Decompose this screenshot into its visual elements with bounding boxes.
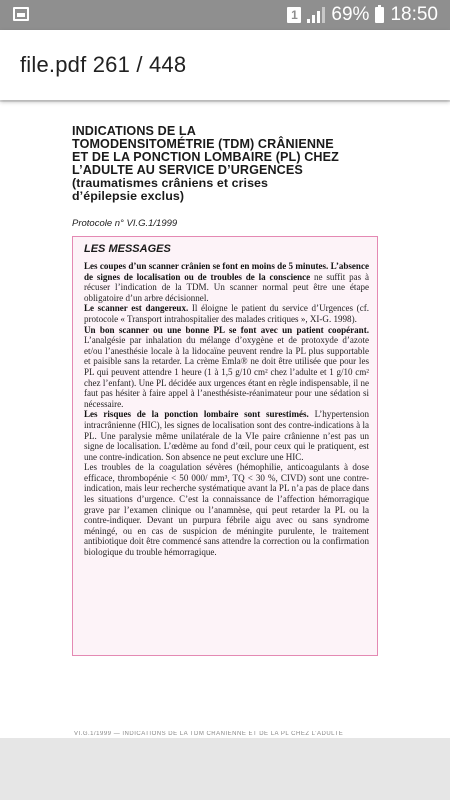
page-footer: VI.G.1/1999 — INDICATIONS DE LA TDM CRÂNIENNE ET DE LA PL CHEZ L’ADULTE: [74, 731, 344, 735]
protocol-number: Protocole n° VI.G.1/1999: [72, 218, 178, 229]
document-title: file.pdf 261 / 448: [20, 52, 187, 77]
signal-icon: [307, 7, 325, 23]
paragraph-text: ne suffit pas à récuser l’indication de la TDM. Un scanner normal peut être une étape obligatoire d’un arbre décisionnel.: [84, 271, 369, 303]
messages-body: [84, 261, 369, 558]
heading-line: L’ADULTE AU SERVICE D’URGENCES: [72, 163, 303, 177]
viewer-background: [0, 738, 450, 800]
image-icon: [13, 7, 29, 21]
paragraph-text: Il éloigne le patient du service d’Urgences (cf. protocole « Transport intrahospitalier des malades critiques », XI-G. 1998).: [84, 303, 369, 324]
paragraph-bold: Les coupes d’un scanner crânien se font en moins de 5 minutes. L’absence de signes de localisation ou de troubles de la conscience: [84, 261, 369, 282]
document-heading: [72, 125, 382, 203]
heading-subline: (traumatismes crâniens et crises: [72, 176, 269, 190]
paragraph: [84, 261, 369, 303]
messages-title: LES MESSAGES: [84, 243, 171, 255]
heading-line: INDICATIONS DE LA: [72, 124, 196, 138]
pdf-page[interactable]: [0, 102, 450, 738]
paragraph: [84, 409, 369, 462]
paragraph-text: L’hypertension intracrânienne (HIC), les signes de localisation sont des contre-indications à la PL. Une paralysie même unilatérale de la VIe paire crânienne n’est pas un signe de localisation. L’œdème au fond d’œil, pour ceux qui le pratiquent, est une contre-indication. Son absence ne peut exclure une HIC.: [84, 409, 370, 462]
paragraph: [84, 303, 369, 324]
paragraph: [84, 325, 369, 410]
paragraph-bold: Les risques de la ponction lombaire sont surestimés.: [84, 409, 309, 420]
paragraph: [84, 462, 369, 557]
battery-percent: 69%: [331, 4, 370, 25]
sim-icon: 1: [287, 7, 301, 23]
paragraph-text: L’analgésie par inhalation du mélange d’oxygène et de protoxyde d’azote et/ou l’anesthésie locale à la lidocaïne peuvent rendre la PL plus supportable et paisible sans la retarder. La crème Emla® ne doit être utilisée que pour les PL qui peuvent attendre 1 heure (1 à 1,5 g/10 cm² chez l’adulte et 1 g/10 cm² chez l’enfant). Une PL décidée aux urgences étant en règle indispensable, il ne faut pas hésiter à faire appel à l’anesthésiste-réanimateur pour une sédation si nécessaire.: [84, 335, 369, 409]
heading-line: TOMODENSITOMÉTRIE (TDM) CRÂNIENNE: [72, 137, 334, 151]
battery-icon: [375, 7, 384, 23]
paragraph-bold: Un bon scanner ou une bonne PL se font avec un patient coopérant.: [84, 324, 369, 335]
heading-subline: d’épilepsie exclus): [72, 189, 185, 203]
heading-line: ET DE LA PONCTION LOMBAIRE (PL) CHEZ: [72, 150, 339, 164]
app-toolbar: [0, 30, 450, 100]
paragraph-bold: Le scanner est dangereux.: [84, 303, 189, 314]
paragraph-text: Les troubles de la coagulation sévères (hémophilie, anticoagulants à dose efficace, thrombopénie < 50 000/ mm³, TQ < 30 %, CIVD) sont une contre-indication, mais leur recherche systématique avant la PL n’a pas de place dans les situations d’urgence. C’est la connaissance de l’affection hémorragique grave par l’examen clinique ou l’anamnèse, qui peut retarder la PL ou la contre-indiquer. Devant un purpura fébrile aigu avec ou sans syndrome méningé, ou en cas de suspicion de méningite purulente, le traitement antibiotique doit être commencé sans attendre la correction ou la confirmation biologique du trouble hémorragique.: [84, 462, 369, 558]
messages-box: [72, 236, 378, 656]
clock: 18:50: [390, 4, 438, 25]
status-bar: [0, 0, 450, 30]
